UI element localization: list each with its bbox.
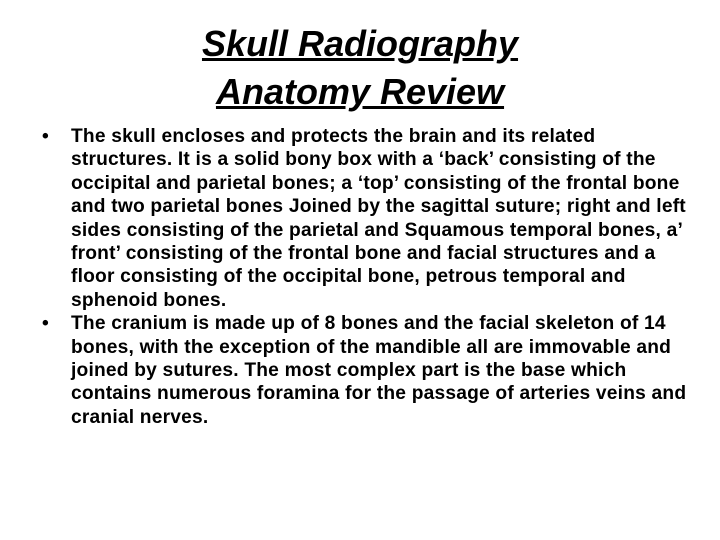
bullet-marker: • [42, 126, 49, 147]
bullet-text-cranium: The cranium is made up of 8 bones and the facial skeleton of 14 bones, with the exception of the mandible all are immovable and joined by sutures. The most complex part is the base which contains numerous foramina for the passage of arteries veins and cranial nerves. [71, 313, 687, 428]
bullet-item-cranium [40, 312, 688, 429]
bullet-marker: • [42, 313, 49, 335]
title-line-1: Skull Radiography [201, 23, 519, 64]
slide-title [0, 20, 720, 116]
bullet-item-skull [40, 125, 688, 312]
bullet-text-skull: The skull encloses and protects the brain and its related structures. It is a solid bony box with a ‘back’ consisting of the occipital and parietal bones; a ‘top’ consisting of the frontal bone and two parietal bones Joined by the sagittal suture; right and left sides consisting of the parietal and Squamous temporal bones, a’ front’ consisting of the frontal bone and facial structures and a floor consisting of the occipital bone, petrous temporal and sphenoid bones. [71, 126, 686, 311]
bullet-list [40, 125, 688, 429]
title-line-2: Anatomy Review [215, 71, 505, 112]
